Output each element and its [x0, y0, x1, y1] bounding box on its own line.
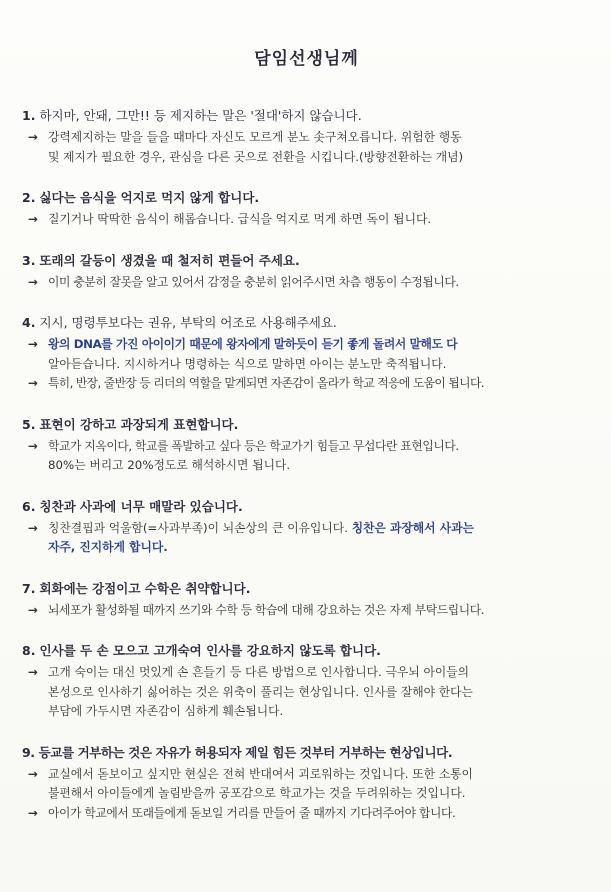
arrow-icon: →: [28, 130, 38, 144]
section-heading: 6. 칭찬과 사과에 너무 매말라 있습니다.: [22, 498, 243, 514]
arrow-line: → 특히, 반장, 줄반장 등 리더의 역할을 맡게되면 자존감이 올라가 학교 적응에 도움이 됩니다.: [22, 374, 591, 394]
arrow-icon: →: [28, 376, 38, 390]
section-heading: 4. 지시, 명령투보다는 권유, 부탁의 어조로 사용해주세요.: [22, 315, 337, 330]
arrow-icon: →: [28, 212, 38, 226]
arrow-line: → 질기거나 딱딱한 음식이 해롭습니다. 급식을 억지로 먹게 하면 독이 됩니다.: [22, 210, 591, 230]
section-heading: 7. 회화에는 강점이고 수학은 취약합니다.: [22, 580, 251, 596]
arrow-line: → 학교가 지옥이다, 학교를 폭발하고 싶다 등은 학교가기 힘들고 무섭다란 표현입니다.: [22, 437, 591, 457]
section-7: [22, 580, 591, 621]
arrow-line: → 왕의 DNA를 가진 아이이기 때문에 왕자에게 말하듯이 듣기 좋게 돌려서 말해도 다: [22, 335, 591, 355]
arrow-icon: →: [28, 602, 38, 617]
arrow-icon: →: [28, 337, 38, 351]
section-heading: 1. 하지마, 안돼, 그만!! 등 제지하는 말은 '절대'하지 않습니다.: [22, 108, 362, 123]
continuation-line: 자주, 진지하게 합니다.: [48, 540, 168, 554]
section-9: [22, 744, 591, 824]
continuation-line: 및 제지가 필요한 경우, 관심을 다른 곳으로 전환을 시킵니다.(방향전환하는 개념): [48, 149, 464, 164]
arrow-icon: →: [28, 766, 38, 781]
arrow-icon: →: [28, 274, 38, 289]
section-heading: 2. 싫다는 음식을 억지로 먹지 않게 합니다.: [22, 190, 260, 205]
arrow-line: → 이미 충분히 잘못을 알고 있어서 감정을 충분히 읽어주시면 차츰 행동이 수정됩니다.: [22, 273, 591, 293]
arrow-icon: →: [28, 665, 38, 679]
arrow-icon: →: [28, 520, 38, 535]
section-heading: 3. 또래의 갈등이 생겼을 때 철저히 편들어 주세요.: [22, 252, 300, 268]
section-8: [22, 642, 591, 722]
continuation-line: 80%는 버리고 20%정도로 해석하시면 됩니다.: [48, 458, 291, 472]
arrow-line: → 칭찬결핍과 억울함(=사과부족)이 뇌손상의 큰 이유입니다. 칭찬은 과장해서 사과는: [22, 519, 591, 539]
emphasized-text: 칭찬은 과장해서 사과는: [351, 520, 474, 535]
section-heading: 8. 인사를 두 손 모으고 고개숙여 인사를 강요하지 않도록 합니다.: [22, 643, 381, 658]
arrow-line: → 강력제지하는 말을 들을 때마다 자신도 모르게 분노 솟구쳐오릅니다. 위험한 행동: [22, 128, 591, 148]
continuation-line: 본성으로 인사하기 싫어하는 것은 위축이 풀리는 현상입니다. 인사를 잘해야 한다는: [48, 684, 473, 699]
section-3: [22, 252, 591, 293]
section-2: [22, 189, 591, 230]
arrow-line: → 교실에서 돋보이고 싶지만 현실은 전혀 반대여서 괴로워하는 것입니다. 또한 소통이: [22, 765, 591, 785]
arrow-line: → 고개 숙이는 대신 멋있게 손 흔들기 등 다른 방법으로 인사합니다. 극우뇌 아이들의: [22, 663, 591, 683]
section-1: [22, 107, 591, 167]
continuation-line: 알아듣습니다. 지시하거나 명령하는 식으로 말하면 아이는 분노만 축적됩니다.: [48, 356, 447, 371]
arrow-line: → 뇌세포가 활성화될 때까지 쓰기와 수학 등 학습에 대해 강요하는 것은 자제 부탁드립니다.: [22, 601, 591, 621]
section-heading: 9. 등교를 거부하는 것은 자유가 허용되자 제일 힘든 것부터 거부하는 현상입니다.: [22, 744, 453, 760]
section-5: [22, 416, 591, 476]
arrow-line: → 아이가 학교에서 또래들에게 돋보일 거리를 만들어 줄 때까지 기다려주어야 합니다.: [22, 804, 591, 824]
arrow-icon: →: [28, 438, 38, 453]
arrow-icon: →: [28, 805, 38, 820]
letter-title: 담임선생님께: [254, 49, 359, 69]
section-6: [22, 498, 591, 558]
section-heading: 5. 표현이 강하고 과장되게 표현합니다.: [22, 416, 239, 432]
section-4: [22, 314, 591, 394]
continuation-line: 부담에 가두시면 자존감이 심하게 훼손됩니다.: [48, 704, 284, 718]
continuation-line: 불편해서 아이들에게 놀림받을까 공포감으로 학교가는 것을 두려워하는 것입니다.: [48, 786, 466, 800]
